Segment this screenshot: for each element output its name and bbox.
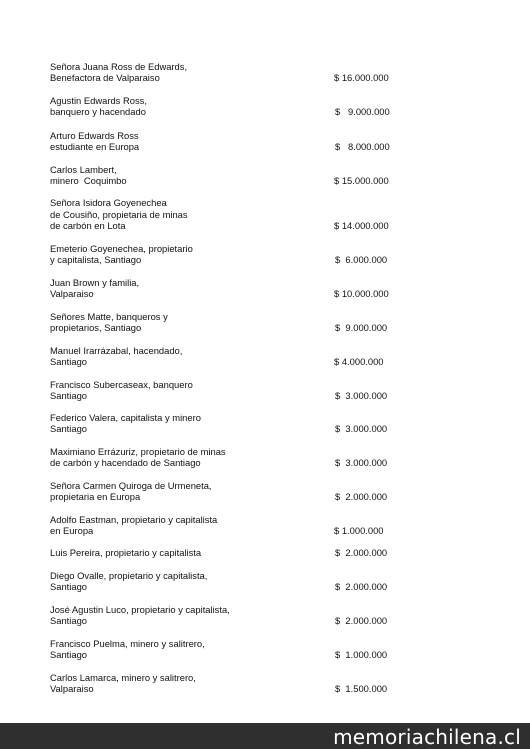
entry-description xyxy=(50,95,320,117)
list-item xyxy=(50,624,490,660)
entry-line: Diego Ovalle, propietario y capitalista, xyxy=(50,569,208,581)
entry-line: Valparaiso xyxy=(50,682,94,694)
entry-line: estudiante en Europa xyxy=(50,140,140,152)
entry-description xyxy=(50,311,320,333)
list-item xyxy=(50,150,490,186)
entry-amount: $ 2.000.000 xyxy=(335,546,388,558)
list-item xyxy=(50,466,490,502)
entry-amount: $ 1.000.000 xyxy=(334,524,384,536)
entry-description xyxy=(50,164,320,186)
entry-line: de carbón en Lota xyxy=(50,219,126,231)
entry-line: Emeterio Goyenechea, propietario xyxy=(50,242,193,254)
entry-line: Señora Isidora Goyenechea xyxy=(50,197,167,209)
entry-line: minero Coquimbo xyxy=(50,174,127,186)
entry-line: Señora Carmen Quiroga de Urmeneta, xyxy=(50,479,212,491)
entry-amount: $ 10.000.000 xyxy=(334,287,389,299)
entry-amount: $ 16.000.000 xyxy=(334,71,389,83)
list-item xyxy=(50,263,490,299)
entry-description xyxy=(50,243,320,265)
list-item xyxy=(50,116,490,152)
entry-line: Francisco Subercaseax, banquero xyxy=(50,378,193,390)
entry-line: José Agustin Luco, propietario y capitalista, xyxy=(50,603,230,615)
entry-line: Agustin Edwards Ross, xyxy=(50,94,147,106)
entry-line: Federico Valera, capitalista y minero xyxy=(50,411,201,423)
entry-line: Santiago xyxy=(50,648,88,660)
list-item xyxy=(50,47,490,83)
list-item xyxy=(50,590,490,626)
entry-description xyxy=(50,604,320,626)
entry-amount: $ 6.000.000 xyxy=(335,253,388,265)
entry-amount: $ 1.000.000 xyxy=(335,648,388,660)
entry-line: en Europa xyxy=(50,524,94,536)
entry-line: Luis Pereira, propietario y capitalista xyxy=(50,546,202,558)
entry-amount: $ 2.000.000 xyxy=(335,580,388,592)
entry-line: Señora Juana Ross de Edwards, xyxy=(50,60,188,72)
entry-line: Señores Matte, banqueros y xyxy=(50,310,168,322)
entry-line: Santiago xyxy=(50,422,88,434)
entry-line: propietarios, Santiago xyxy=(50,321,142,333)
entry-description xyxy=(50,277,320,299)
footer-bar xyxy=(0,723,530,749)
entry-line: Manuel Irarrázabal, hacendado, xyxy=(50,344,183,356)
list-item xyxy=(50,365,490,401)
entry-line: Carlos Lambert, xyxy=(50,163,117,175)
list-item xyxy=(50,432,490,468)
entry-description xyxy=(50,130,320,152)
entry-amount: $ 3.000.000 xyxy=(335,389,388,401)
entry-amount: $ 2.000.000 xyxy=(335,490,388,502)
entry-description xyxy=(50,570,320,592)
entry-description xyxy=(50,412,320,434)
entry-line: Santiago xyxy=(50,614,88,626)
entry-line: Adolfo Eastman, propietario y capitalista xyxy=(50,513,218,525)
list-item xyxy=(50,297,490,333)
entry-line: propietaria en Europa xyxy=(50,490,141,502)
entry-description xyxy=(50,61,320,83)
entry-line: y capitalista, Santiago xyxy=(50,253,142,265)
list-item xyxy=(50,229,490,265)
entry-description xyxy=(50,197,320,231)
entry-line: Arturo Edwards Ross xyxy=(50,129,139,141)
entry-amount: $ 3.000.000 xyxy=(335,422,388,434)
entry-amount: $ 9.000.000 xyxy=(335,321,388,333)
list-item xyxy=(50,331,490,367)
entry-line: Maximiano Errázuriz, propietario de minas xyxy=(50,445,226,457)
entry-line: Santiago xyxy=(50,389,88,401)
list-item xyxy=(50,81,490,117)
entry-amount: $ 15.000.000 xyxy=(334,174,389,186)
entry-description xyxy=(50,672,320,694)
entry-line: de carbón y hacendado de Santiago xyxy=(50,456,201,468)
site-brand-link[interactable]: memoriachilena.cl xyxy=(333,725,521,749)
list-item xyxy=(50,556,490,592)
entry-line: Francisco Puelma, minero y salitrero, xyxy=(50,637,205,649)
entry-line: Santiago xyxy=(50,355,88,367)
entry-line: banquero y hacendado xyxy=(50,105,146,117)
entry-amount: $ 2.000.000 xyxy=(335,614,388,626)
entry-amount: $ 8.000.000 xyxy=(335,140,390,152)
entry-line: Santiago xyxy=(50,580,88,592)
entry-description xyxy=(50,638,320,660)
entry-description xyxy=(50,480,320,502)
list-item xyxy=(50,195,490,231)
entry-line: Carlos Lamarca, minero y salitrero, xyxy=(50,671,196,683)
entry-description xyxy=(50,345,320,367)
entry-line: Juan Brown y familia, xyxy=(50,276,140,288)
entry-amount: $ 4.000.000 xyxy=(334,355,384,367)
entry-line: de Cousiño, propietaria de minas xyxy=(50,208,188,220)
entry-line: Benefactora de Valparaiso xyxy=(50,71,160,83)
list-item xyxy=(50,658,490,694)
entry-amount: $ 1.500.000 xyxy=(335,682,388,694)
entry-amount: $ 9.000.000 xyxy=(335,105,390,117)
entry-description xyxy=(50,446,320,468)
list-item xyxy=(50,398,490,434)
entry-line: Valparaiso xyxy=(50,287,94,299)
entry-amount: $ 14.000.000 xyxy=(334,219,389,231)
entry-amount: $ 3.000.000 xyxy=(335,456,388,468)
list-item xyxy=(50,522,490,558)
